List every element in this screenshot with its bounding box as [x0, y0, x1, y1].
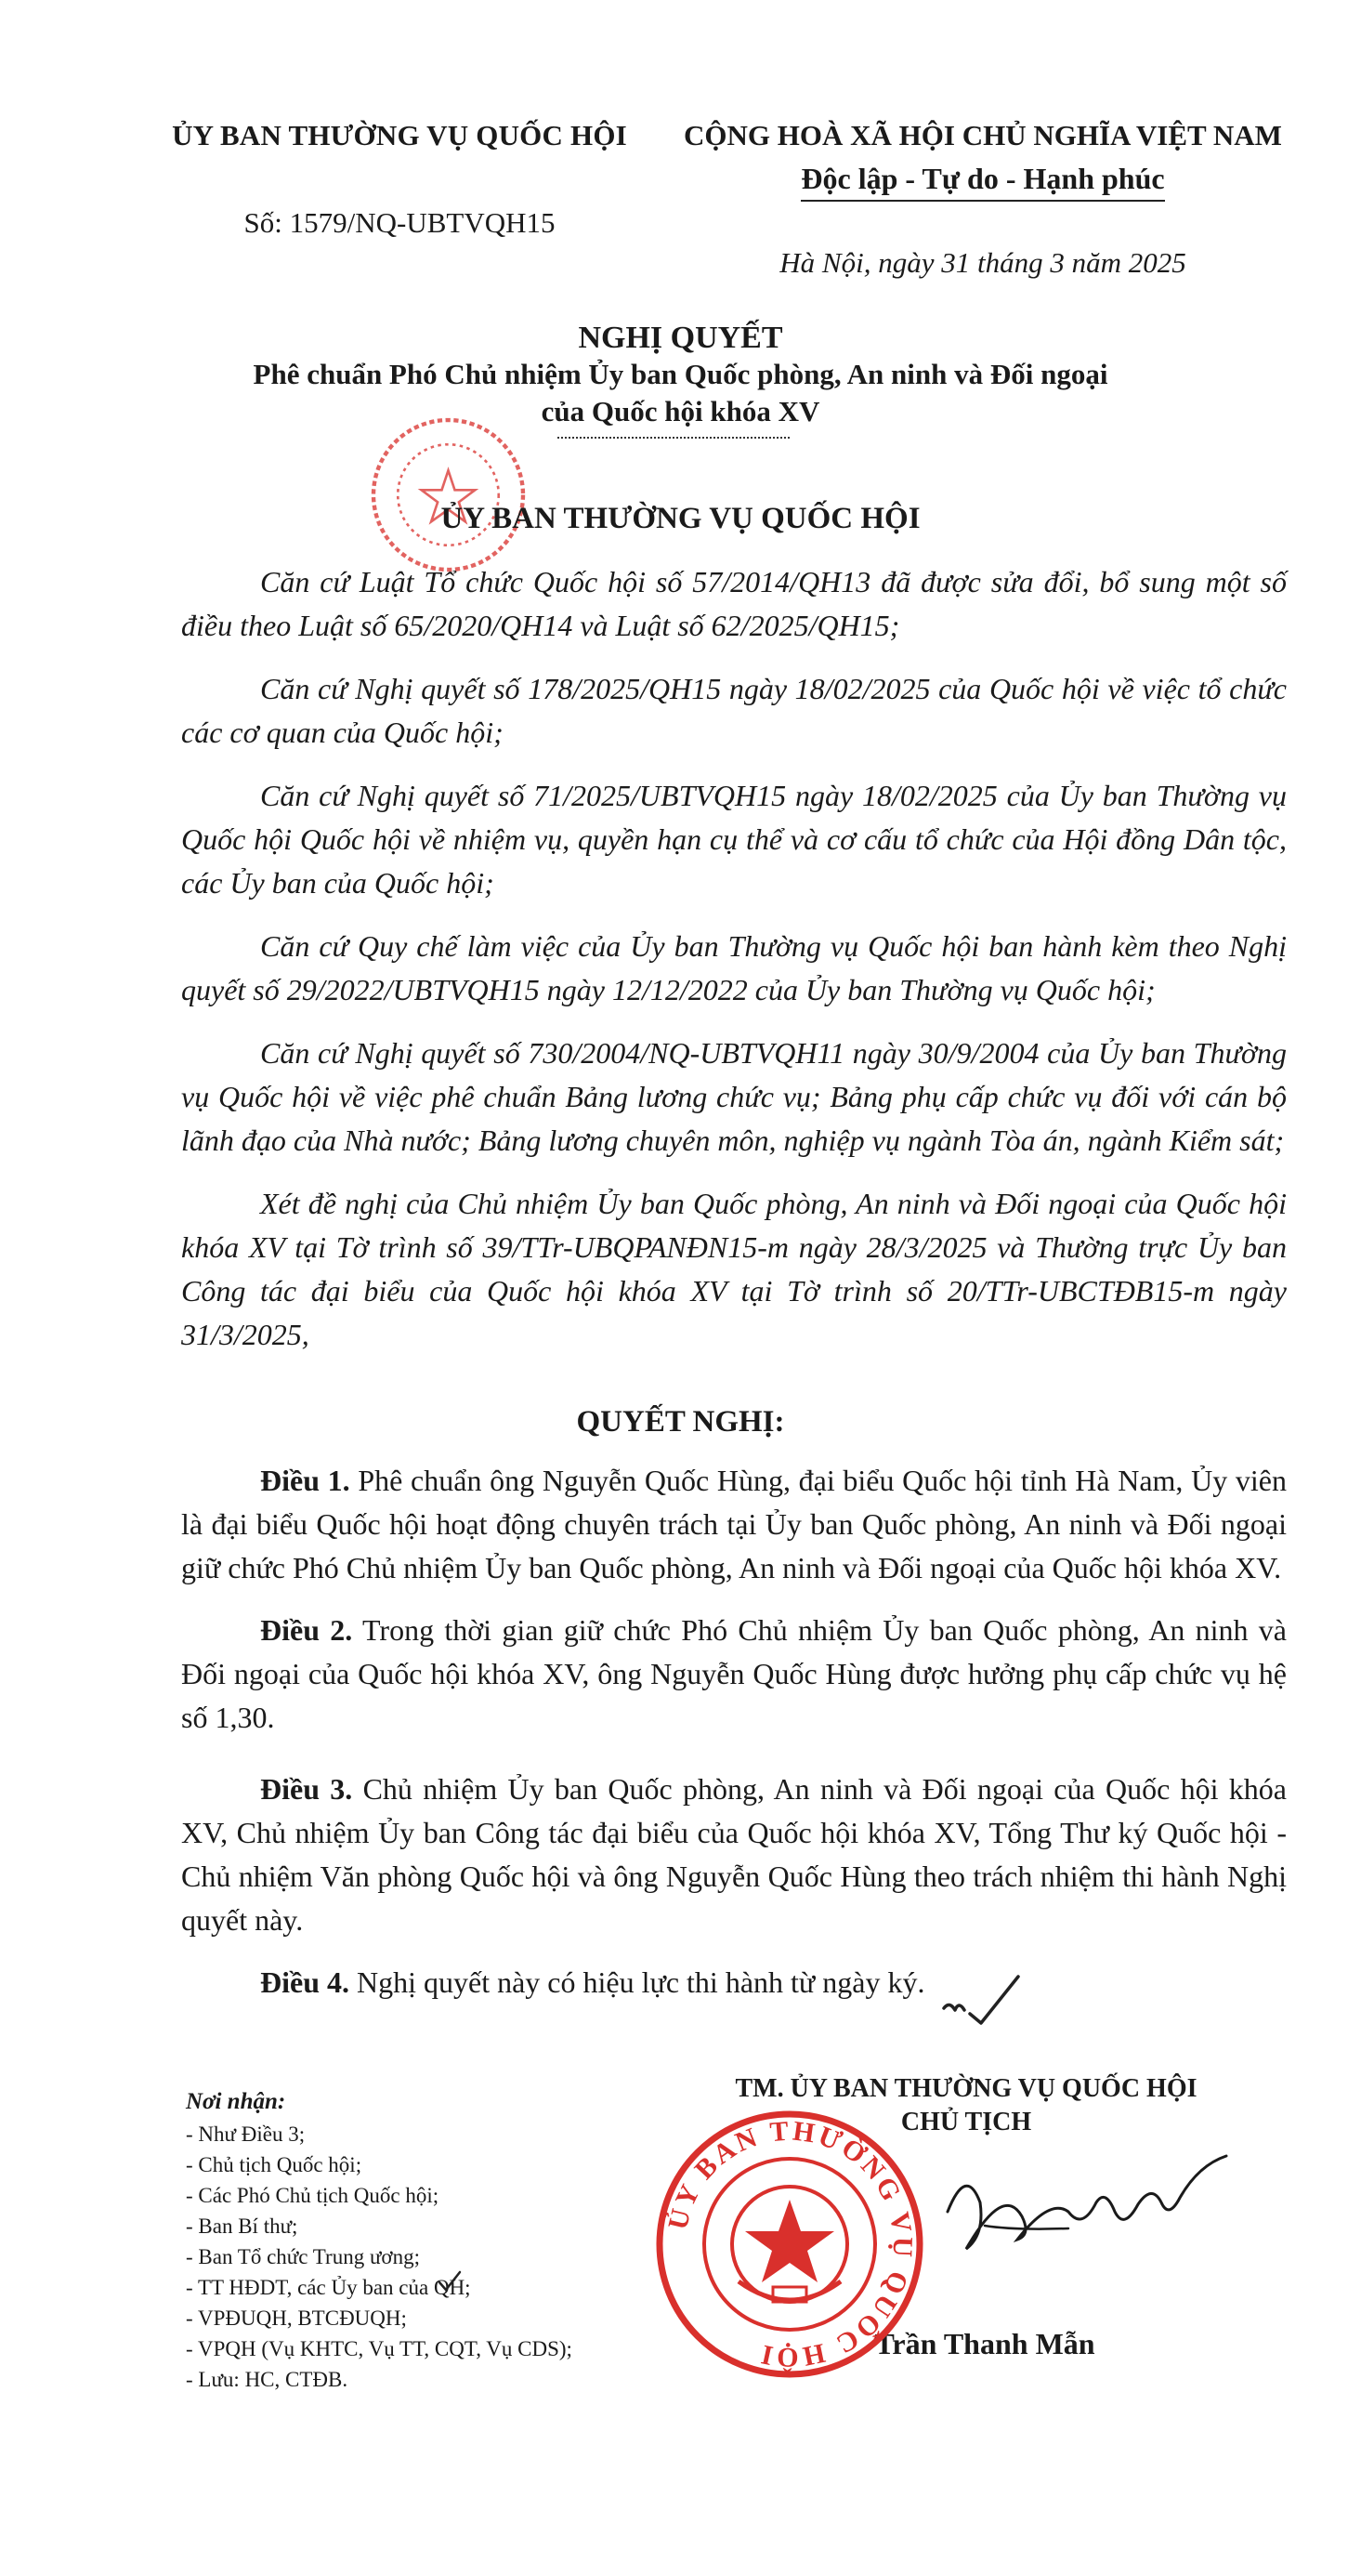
article-4 — [181, 1961, 1287, 2004]
legal-basis-item: Căn cứ Luật Tổ chức Quốc hội số 57/2014/QH13 đã được sửa đổi, bổ sung một số điều theo Luật số 65/2020/QH14 và Luật số 62/2025/QH15; — [181, 565, 1287, 642]
legal-basis-item: Căn cứ Nghị quyết số 178/2025/QH15 ngày 18/02/2025 của Quốc hội về việc tổ chức các cơ quan của Quốc hội; — [181, 672, 1287, 749]
title-divider — [557, 437, 790, 439]
header-left — [139, 119, 660, 240]
decision-heading: QUYẾT NGHỊ: — [576, 1405, 785, 1439]
article-3 — [181, 1768, 1287, 1942]
articles — [181, 1459, 1287, 2023]
recipient-item: - Như Điều 3; — [186, 2123, 306, 2146]
legal-basis-item: Căn cứ Quy chế làm việc của Ủy ban Thường vụ Quốc hội ban hành kèm theo Nghị quyết số 29/2022/UBTVQH15 ngày 12/12/2022 của Ủy ban Thường vụ Quốc hội; — [181, 929, 1287, 1006]
document-date: Hà Nội, ngày 31 tháng 3 năm 2025 — [779, 246, 1186, 279]
article-label: Điều 2. — [260, 1613, 353, 1647]
article-text: Chủ nhiệm Ủy ban Quốc phòng, An ninh và Đối ngoại của Quốc hội khóa XV, Chủ nhiệm Ủy ban Công tác đại biểu của Quốc hội khóa XV, Tổng Thư ký Quốc hội - Chủ nhiệm Văn phòng Quốc hội và ông Nguyễn Quốc Hùng theo trách nhiệm thi hành Nghị quyết này. — [181, 1772, 1288, 1937]
legal-bases — [181, 560, 1287, 1376]
faint-seal-stamp — [367, 414, 530, 576]
recipient-item: - Các Phó Chủ tịch Quốc hội; — [186, 2184, 439, 2207]
recipients-list — [186, 2086, 706, 2395]
legal-basis-item: Căn cứ Nghị quyết số 71/2025/UBTVQH15 ngày 18/02/2025 của Ủy ban Thường vụ Quốc hội Quốc hội về nhiệm vụ, quyền hạn cụ thể và cơ cấu tổ chức của Hội đồng Dân tộc, các Ủy ban của Quốc hội; — [181, 779, 1287, 900]
recipient-item: - Chủ tịch Quốc hội; — [186, 2153, 362, 2176]
issuing-body-heading: ỦY BAN THƯỜNG VỤ QUỐC HỘI — [440, 502, 921, 535]
article-text: Phê chuẩn ông Nguyễn Quốc Hùng, đại biểu Quốc hội tỉnh Hà Nam, Ủy viên là đại biểu Quốc hội hoạt động chuyên trách tại Ủy ban Quốc phòng, An ninh và Đối ngoại giữ chức Phó Chủ nhiệm Ủy ban Quốc phòng, An ninh và Đối ngoại của Quốc hội khóa XV. — [181, 1464, 1288, 1584]
recipient-item: - TT HĐDT, các Ủy ban của QH; — [186, 2276, 471, 2299]
recipient-item: - VPĐUQH, BTCĐUQH; — [186, 2307, 407, 2330]
recipient-item: - VPQH (Vụ KHTC, Vụ TT, CQT, Vụ CDS); — [186, 2337, 572, 2360]
signer-title: CHỦ TỊCH — [900, 2108, 1032, 2136]
official-seal-stamp — [650, 2105, 929, 2384]
article-text: Nghị quyết này có hiệu lực thi hành từ ngày ký. — [349, 1965, 925, 1999]
signer-name: Trần Thanh Mẫn — [874, 2327, 1095, 2360]
article-label: Điều 4. — [260, 1965, 349, 1999]
recipient-item: - Lưu: HC, CTĐB. — [186, 2368, 348, 2391]
small-check-icon — [437, 2269, 463, 2293]
article-text: Trong thời gian giữ chức Phó Chủ nhiệm Ủy ban Quốc phòng, An ninh và Đối ngoại của Quốc hội khóa XV, ông Nguyễn Quốc Hùng được hưởng phụ cấp chức vụ hệ số 1,30. — [181, 1613, 1288, 1734]
recipient-item: - Ban Tổ chức Trung ương; — [186, 2245, 420, 2268]
recipient-item: - Ban Bí thư; — [186, 2215, 298, 2238]
document-subject-line2: của Quốc hội khóa XV — [541, 395, 820, 427]
national-title: CỘNG HOÀ XÃ HỘI CHỦ NGHĨA VIỆT NAM — [684, 119, 1282, 151]
seal-text: ỦY BAN THƯỜNG VỤ QUỐC HỘI — [661, 2115, 919, 2373]
article-label: Điều 3. — [260, 1772, 353, 1806]
recipients-heading: Nơi nhận: — [186, 2089, 286, 2114]
document-type: NGHỊ QUYẾT — [578, 321, 783, 355]
handwritten-check-icon — [938, 1973, 1022, 2029]
article-label: Điều 1. — [260, 1464, 350, 1497]
national-motto: Độc lập - Tự do - Hạnh phúc — [801, 162, 1164, 202]
article-2 — [181, 1609, 1287, 1740]
handwritten-signature — [929, 2147, 1236, 2286]
article-1 — [181, 1459, 1287, 1590]
legal-basis-item: Xét đề nghị của Chủ nhiệm Ủy ban Quốc phòng, An ninh và Đối ngoại của Quốc hội khóa XV tại Tờ trình số 39/TTr-UBQPANĐN15-m ngày 28/3/2025 và Thường trực Ủy ban Công tác đại biểu của Quốc hội khóa XV tại Tờ trình số 20/TTr-UBCTĐB15-m ngày 31/3/2025, — [181, 1187, 1287, 1351]
legal-basis-item: Căn cứ Nghị quyết số 730/2004/NQ-UBTVQH11 ngày 30/9/2004 của Ủy ban Thường vụ Quốc hội về việc phê chuẩn Bảng lương chức vụ; Bảng phụ cấp chức vụ đối với cán bộ lãnh đạo của Nhà nước; Bảng lương chuyên môn, nghiệp vụ ngành Tòa án, ngành Kiểm sát; — [181, 1036, 1287, 1157]
signer-authority: TM. ỦY BAN THƯỜNG VỤ QUỐC HỘI — [735, 2074, 1197, 2103]
document-subject-line1: Phê chuẩn Phó Chủ nhiệm Ủy ban Quốc phòng, An ninh và Đối ngoại — [253, 358, 1108, 390]
issuing-org: ỦY BAN THƯỜNG VỤ QUỐC HỘI — [172, 119, 627, 151]
document-number: Số: 1579/NQ-UBTVQH15 — [243, 206, 556, 239]
header-right — [667, 119, 1299, 280]
